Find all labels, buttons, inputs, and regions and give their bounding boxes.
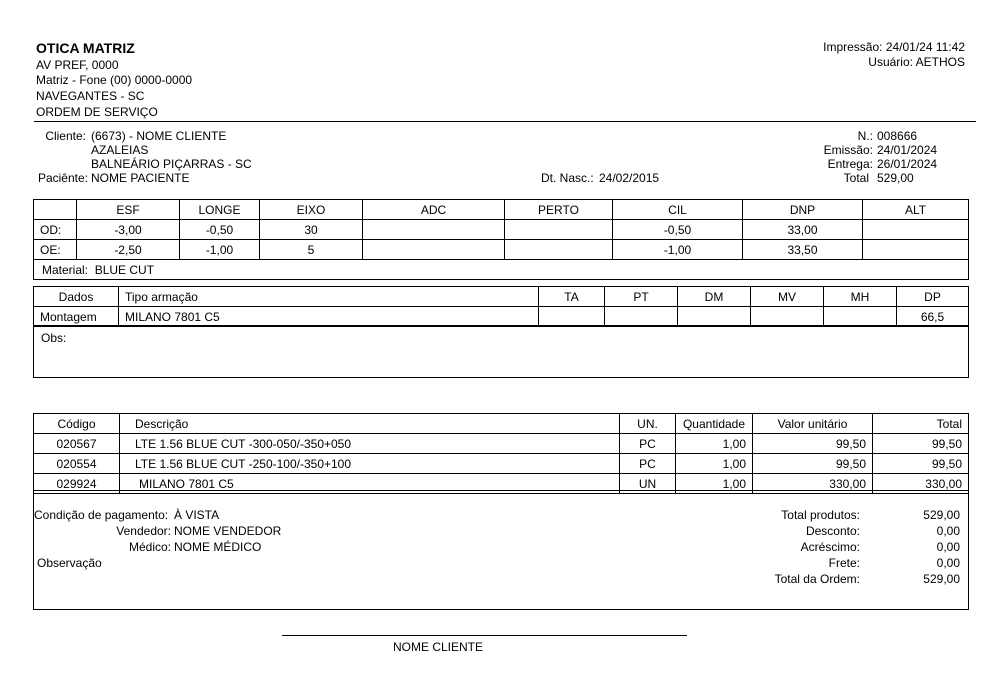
product-total: 99,50 — [873, 434, 969, 454]
frame-header: PT — [605, 287, 678, 307]
dnp-value: 33,50 — [743, 240, 863, 260]
product-description: LTE 1.56 BLUE CUT -300-050/-350+050 — [120, 434, 620, 454]
products-header-row — [34, 414, 969, 434]
alt-value — [863, 220, 969, 240]
frame-table — [33, 286, 969, 327]
product-description: MILANO 7801 C5 — [120, 474, 620, 494]
product-unit-price: 99,50 — [753, 434, 873, 454]
patient-label: Paciênte: — [37, 171, 88, 185]
signature-line — [282, 635, 687, 636]
product-total: 330,00 — [873, 474, 969, 494]
alt-value — [863, 240, 969, 260]
frame-row — [34, 307, 969, 327]
products-header: UN. — [620, 414, 676, 434]
frame-dm — [678, 307, 751, 327]
frame-dp: 66,5 — [897, 307, 969, 327]
company-city: NAVEGANTES - SC — [36, 89, 145, 103]
product-unit-price: 330,00 — [753, 474, 873, 494]
dnp-value: 33,00 — [743, 220, 863, 240]
product-code: 020567 — [34, 434, 120, 454]
prescription-header — [34, 200, 77, 220]
frame-header: MH — [824, 287, 897, 307]
material-label: Material: — [42, 262, 89, 277]
doctor-label: Médico: — [128, 540, 171, 554]
totals-value: 529,00 — [923, 572, 960, 586]
frame-mh — [824, 307, 897, 327]
frame-data-type: Montagem — [34, 307, 119, 327]
frame-header: DM — [678, 287, 751, 307]
order-total: 529,00 — [877, 171, 914, 185]
doctor-name: NOME MÉDICO — [174, 540, 262, 554]
frame-ta — [539, 307, 605, 327]
print-user: Usuário: AETHOS — [868, 55, 965, 69]
cil-value: -1,00 — [613, 240, 743, 260]
product-code: 020554 — [34, 454, 120, 474]
delivery-label: Entrega: — [827, 157, 873, 171]
adc-value — [363, 240, 505, 260]
longe-value: -0,50 — [180, 220, 260, 240]
prescription-table — [33, 199, 969, 280]
frame-header: DP — [897, 287, 969, 307]
table-row — [34, 454, 969, 474]
products-header: Total — [873, 414, 969, 434]
emission-date: 24/01/2024 — [877, 143, 938, 157]
patient-name: NOME PACIENTE — [91, 171, 190, 185]
totals-label: Frete: — [828, 556, 860, 570]
eixo-value: 5 — [260, 240, 363, 260]
frame-pt — [605, 307, 678, 327]
order-total-label: Total — [843, 171, 869, 185]
birth-date-label: Dt. Nasc.: — [541, 171, 594, 185]
payment-box — [33, 490, 969, 610]
client-label: Cliente: — [45, 129, 86, 143]
totals-value: 529,00 — [923, 508, 960, 522]
prescription-header: EIXO — [260, 200, 363, 220]
prescription-row-od — [34, 220, 969, 240]
product-quantity: 1,00 — [676, 434, 753, 454]
payment-condition-label: Condição de pagamento: — [34, 508, 169, 522]
obs-label: Obs: — [41, 331, 67, 345]
prescription-header: CIL — [613, 200, 743, 220]
totals-value: 0,00 — [936, 524, 960, 538]
esf-value: -3,00 — [77, 220, 180, 240]
delivery-date: 26/01/2024 — [877, 157, 938, 171]
product-unit: PC — [620, 454, 676, 474]
material-row — [34, 260, 969, 280]
totals-label: Acréscimo: — [800, 540, 860, 554]
order-number: 008666 — [877, 129, 918, 143]
seller-label: Vendedor: — [116, 524, 171, 538]
observation-label: Observação — [37, 556, 102, 570]
products-header: Código — [34, 414, 120, 434]
product-code: 029924 — [34, 474, 120, 494]
prescription-header: LONGE — [180, 200, 260, 220]
adc-value — [363, 220, 505, 240]
product-quantity: 1,00 — [676, 454, 753, 474]
seller-name: NOME VENDEDOR — [174, 524, 282, 538]
obs-box — [33, 325, 969, 378]
esf-value: -2,50 — [77, 240, 180, 260]
prescription-header: ALT — [863, 200, 969, 220]
totals-label: Total produtos: — [781, 508, 860, 522]
products-table — [33, 413, 969, 494]
client-line1: (6673) - NOME CLIENTE — [91, 129, 227, 143]
emission-label: Emissão: — [823, 143, 873, 157]
frame-model: MILANO 7801 C5 — [119, 307, 539, 327]
products-header: Valor unitário — [753, 414, 873, 434]
eixo-value: 30 — [260, 220, 363, 240]
product-unit: UN — [620, 474, 676, 494]
company-name: OTICA MATRIZ — [36, 40, 135, 56]
header-divider — [34, 121, 976, 122]
products-header: Quantidade — [676, 414, 753, 434]
birth-date: 24/02/2015 — [599, 171, 660, 185]
perto-value — [505, 240, 613, 260]
frame-header: TA — [539, 287, 605, 307]
totals-value: 0,00 — [936, 556, 960, 570]
totals-label: Desconto: — [805, 524, 860, 538]
product-description: LTE 1.56 BLUE CUT -250-100/-350+100 — [120, 454, 620, 474]
product-unit-price: 99,50 — [753, 454, 873, 474]
longe-value: -1,00 — [180, 240, 260, 260]
products-header: Descrição — [120, 414, 620, 434]
prescription-header: ADC — [363, 200, 505, 220]
totals-value: 0,00 — [936, 540, 960, 554]
client-line2: AZALEIAS — [91, 143, 149, 157]
client-line3: BALNEÁRIO PIÇARRAS - SC — [91, 157, 252, 171]
frame-header: MV — [751, 287, 824, 307]
frame-header: Dados — [34, 287, 119, 307]
frame-header: Tipo armação — [119, 287, 539, 307]
prescription-header: ESF — [77, 200, 180, 220]
frame-header-row — [34, 287, 969, 307]
company-phone: Matriz - Fone (00) 0000-0000 — [36, 73, 193, 87]
material-cell — [34, 260, 969, 280]
payment-condition: À VISTA — [174, 508, 220, 522]
product-total: 99,50 — [873, 454, 969, 474]
prescription-header: PERTO — [505, 200, 613, 220]
prescription-header: DNP — [743, 200, 863, 220]
print-timestamp: Impressão: 24/01/24 11:42 — [823, 40, 965, 54]
order-number-label: N.: — [857, 129, 873, 143]
company-address: AV PREF, 0000 — [36, 58, 119, 72]
table-row — [34, 434, 969, 454]
prescription-row-oe — [34, 240, 969, 260]
document-type: ORDEM DE SERVIÇO — [36, 105, 158, 119]
product-quantity: 1,00 — [676, 474, 753, 494]
eye-label: OE: — [34, 240, 77, 260]
signature-name: NOME CLIENTE — [392, 640, 483, 654]
eye-label: OD: — [34, 220, 77, 240]
frame-mv — [751, 307, 824, 327]
prescription-header-row — [34, 200, 969, 220]
totals-label: Total da Ordem: — [774, 572, 860, 586]
material-value: BLUE CUT — [94, 262, 155, 277]
product-unit: PC — [620, 434, 676, 454]
cil-value: -0,50 — [613, 220, 743, 240]
perto-value — [505, 220, 613, 240]
